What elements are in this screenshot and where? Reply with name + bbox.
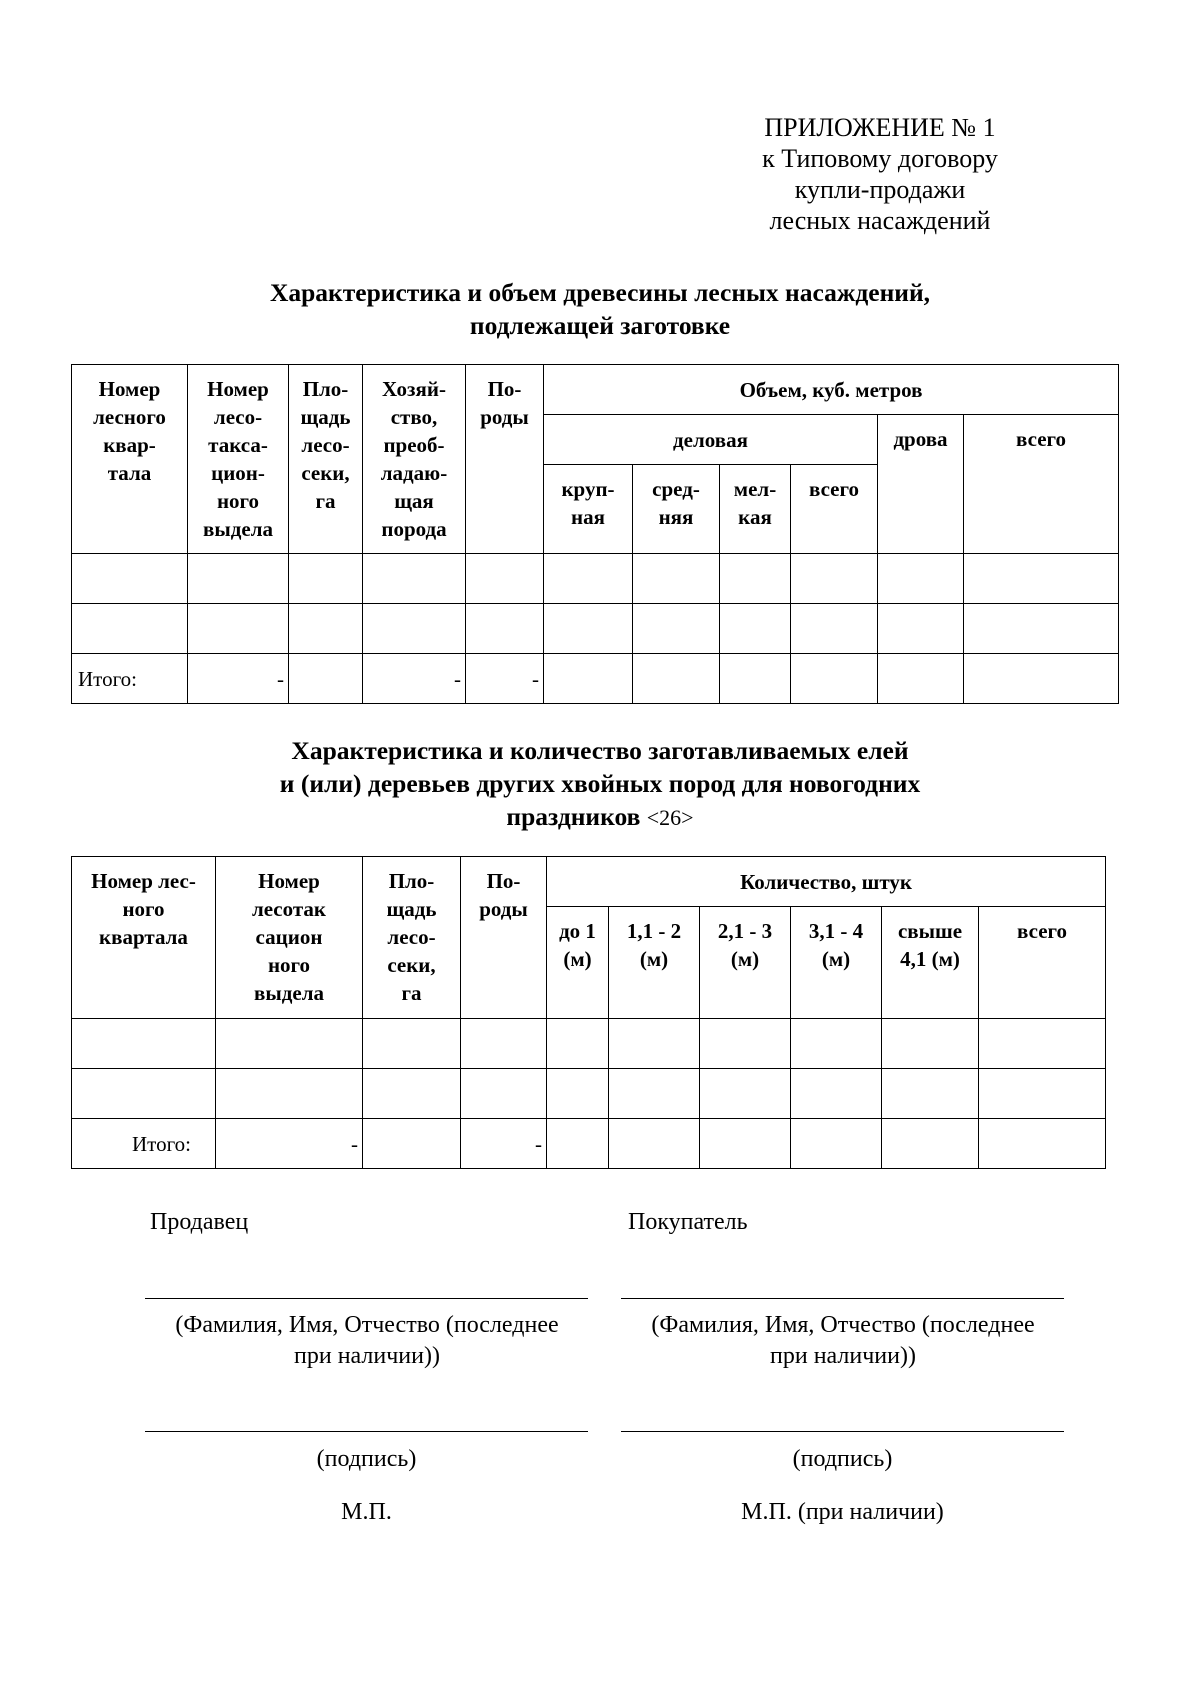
header-large: круп- ная [544, 465, 633, 554]
total-dash: - [461, 1119, 547, 1169]
seller-stamp: М.П. [341, 1499, 392, 1525]
title-line: Характеристика и количество заготавливаемых елей [291, 736, 909, 765]
seller-signature-line[interactable] [145, 1431, 588, 1432]
title-line: подлежащей заготовке [469, 311, 731, 340]
header-area: Пло- щадь лесо- секи, га [289, 365, 363, 554]
header-area: Пло- щадь лесо- секи, га [363, 857, 461, 1019]
header-quantity: Количество, штук [547, 857, 1106, 907]
table2-title [0, 734, 1200, 834]
table-row [72, 1069, 1106, 1119]
total-dash: - [216, 1119, 363, 1169]
appendix-line: купли-продажи [794, 175, 966, 204]
buyer-signature-caption: (подпись) [792, 1446, 893, 1472]
appendix-line: ПРИЛОЖЕНИЕ № 1 [764, 113, 996, 142]
title-line: праздников <26> [506, 802, 694, 831]
total-row [72, 654, 1119, 704]
total-dash: - [466, 654, 544, 704]
christmas-trees-table [71, 856, 1106, 1169]
header-commercial-total: всего [791, 465, 878, 554]
seller-name-line[interactable] [145, 1298, 588, 1299]
appendix-block [700, 112, 1060, 236]
table-row [72, 1019, 1106, 1069]
seller-signature-caption: (подпись) [316, 1446, 417, 1472]
header-species: По- роды [466, 365, 544, 554]
seller-label: Продавец [150, 1209, 249, 1235]
table-row [72, 554, 1119, 604]
header-medium: сред- няя [633, 465, 720, 554]
header-section-number: Номер лесо- такса- цион- ного выдела [188, 365, 289, 554]
header-firewood: дрова [878, 415, 964, 554]
total-dash: - [363, 654, 466, 704]
header-height-2: 1,1 - 2 (м) [609, 907, 700, 1019]
title-line: и (или) деревьев других хвойных пород для новогодних [279, 769, 921, 798]
header-small: мел- кая [720, 465, 791, 554]
header-total: всего [964, 415, 1119, 554]
total-row [72, 1119, 1106, 1169]
seller-name-caption: (Фамилия, Имя, Отчество (последнее при наличии)) [175, 1312, 559, 1369]
appendix-line: к Типовому договору [762, 144, 998, 173]
header-quarter-number: Номер лесного квар- тала [72, 365, 188, 554]
header-commercial: деловая [544, 415, 878, 465]
table-row [72, 604, 1119, 654]
table1-title [0, 276, 1200, 342]
buyer-name-line[interactable] [621, 1298, 1064, 1299]
title-line: Характеристика и объем древесины лесных насаждений, [269, 278, 931, 307]
buyer-signature-line[interactable] [621, 1431, 1064, 1432]
header-quarter-number: Номер лес- ного квартала [72, 857, 216, 1019]
footnote-ref: <26> [646, 805, 694, 830]
appendix-line: лесных насаждений [769, 206, 991, 235]
header-volume: Объем, куб. метров [544, 365, 1119, 415]
header-total: всего [979, 907, 1106, 1019]
timber-volume-table [71, 364, 1119, 704]
header-height-1: до 1 (м) [547, 907, 609, 1019]
buyer-stamp: М.П. (при наличии) [741, 1499, 944, 1525]
header-species: По- роды [461, 857, 547, 1019]
total-label: Итого: [72, 1119, 216, 1169]
total-dash: - [188, 654, 289, 704]
header-height-5: свыше 4,1 (м) [882, 907, 979, 1019]
header-height-3: 2,1 - 3 (м) [700, 907, 791, 1019]
header-management: Хозяй- ство, преоб- ладаю- щая порода [363, 365, 466, 554]
total-label: Итого: [72, 654, 188, 704]
header-section-number: Номер лесотак сацион ного выдела [216, 857, 363, 1019]
buyer-label: Покупатель [628, 1209, 748, 1235]
header-height-4: 3,1 - 4 (м) [791, 907, 882, 1019]
buyer-name-caption: (Фамилия, Имя, Отчество (последнее при наличии)) [651, 1312, 1035, 1369]
